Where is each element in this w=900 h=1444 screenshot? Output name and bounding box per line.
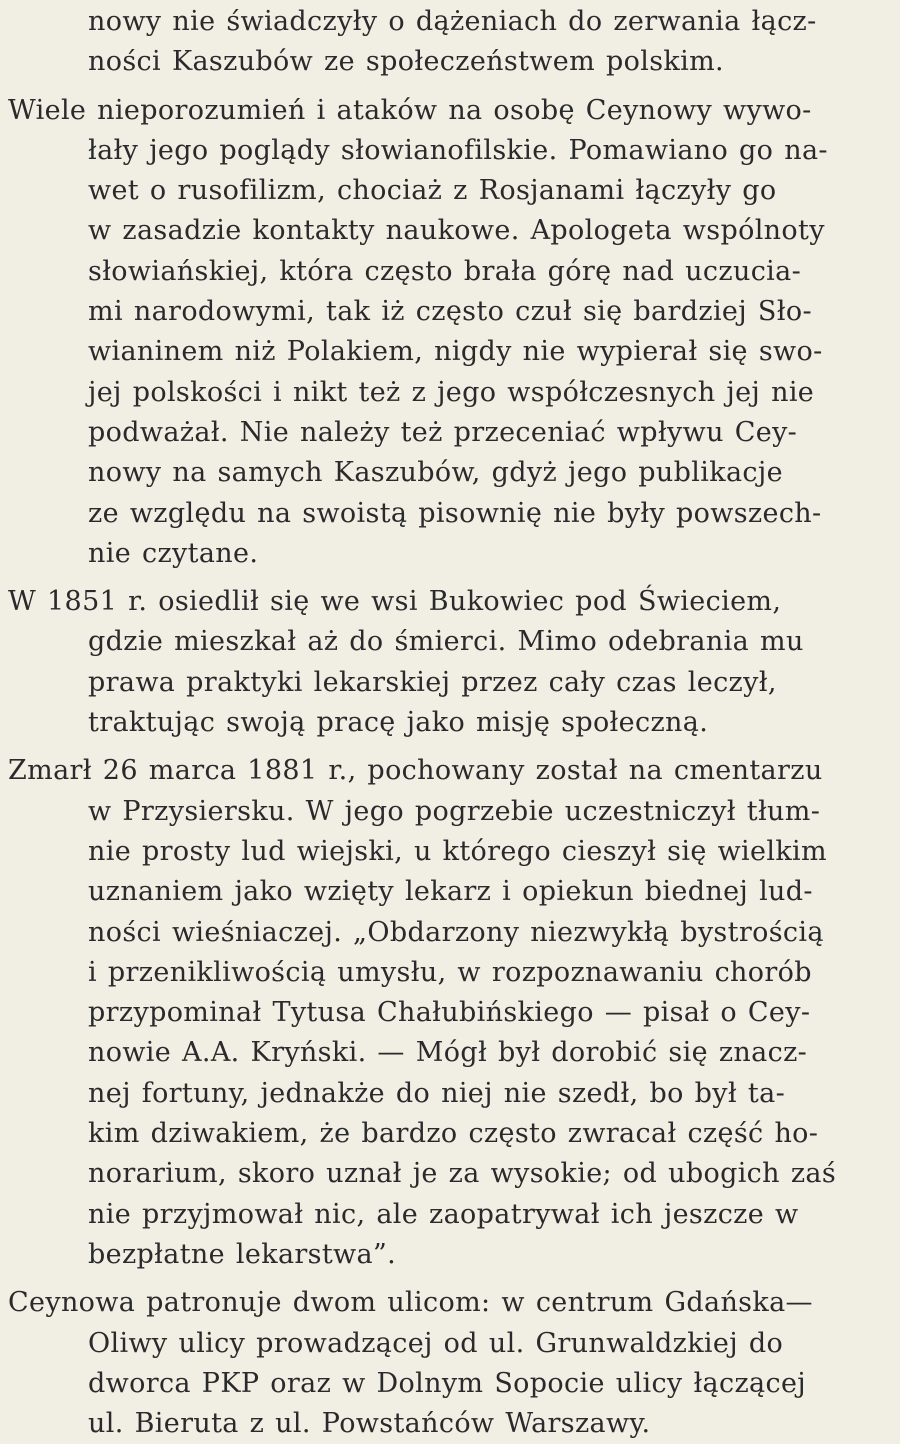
text-line: gdzie mieszkał aż do śmierci. Mimo odebrania mu (88, 626, 804, 658)
paragraph-continuation (0, 2, 900, 83)
text-line: nowie A.A. Kryński. — Mógł był dorobić się znacz- (88, 1037, 808, 1069)
text-line: bezpłatne lekarstwa”. (88, 1238, 397, 1270)
text-line: traktując swoją pracę jako misję społeczną. (88, 707, 709, 739)
text-line: ul. Bieruta z ul. Powstańców Warszawy. (88, 1408, 651, 1440)
text-line: jej polskości i nikt też z jego współczesnych jej nie (88, 376, 815, 408)
text-line: nie przyjmował nic, ale zaopatrywał ich jeszcze w (88, 1198, 799, 1230)
text-line: w Przysiersku. W jego pogrzebie uczestniczył tłum- (88, 795, 821, 827)
text-line: nowy na samych Kaszubów, gdyż jego publikacje (88, 457, 783, 489)
paragraph-death (0, 751, 900, 1275)
text-line: nie czytane. (88, 537, 259, 569)
text-line: nowy nie świadczyły o dążeniach do zerwania łącz- (88, 6, 817, 37)
text-line: ze względu na swoistą pisownię nie były powszech- (88, 497, 822, 529)
paragraph-views (0, 91, 900, 575)
paragraph-streets (0, 1283, 900, 1444)
text-line: prawa praktyki lekarskiej przez cały czas leczył, (88, 666, 777, 698)
paragraph-bukowiec (0, 582, 900, 743)
text-line: Wiele nieporozumień i ataków na osobę Ceynowy wywo- (8, 94, 812, 126)
text-line: mi narodowymi, tak iż często czuł się bardziej Sło- (88, 296, 812, 328)
text-line: Oliwy ulicy prowadzącej od ul. Grunwaldzkiej do (88, 1327, 784, 1359)
text-line: przypominał Tytusa Chałubińskiego — pisał o Cey- (88, 997, 811, 1029)
text-line: wet o rusofilizm, chociaż z Rosjanami łączyły go (88, 175, 777, 207)
text-line: uznaniem jako wzięty lekarz i opiekun biednej lud- (88, 876, 813, 908)
text-line: i przenikliwością umysłu, w rozpoznawaniu chorób (88, 956, 812, 988)
text-line: nie prosty lud wiejski, u którego cieszył się wielkim (88, 835, 827, 867)
text-line: słowiańskiej, która często brała górę nad uczucia- (88, 255, 802, 287)
text-line: ności wieśniaczej. „Obdarzony niezwykłą bystrością (88, 916, 824, 948)
text-line: norarium, skoro uznał je za wysokie; od ubogich zaś (88, 1158, 837, 1190)
text-line: łały jego poglądy słowianofilskie. Pomawiano go na- (88, 134, 828, 166)
text-line: w zasadzie kontakty naukowe. Apologeta wspólnoty (88, 215, 825, 247)
text-line: nej fortuny, jednakże do niej nie szedł, bo był ta- (88, 1077, 786, 1109)
text-line: wianinem niż Polakiem, nigdy nie wypierał się swo- (88, 336, 823, 368)
text-line: kim dziwakiem, że bardzo często zwracał część ho- (88, 1118, 819, 1150)
text-line: W 1851 r. osiedlił się we wsi Bukowiec pod Świeciem, (8, 586, 782, 618)
text-line: Ceynowa patronuje dwom ulicom: w centrum Gdańska— (8, 1287, 813, 1319)
text-line: ności Kaszubów ze społeczeństwem polskim. (88, 46, 724, 78)
text-line: dworca PKP oraz w Dolnym Sopocie ulicy łączącej (88, 1367, 807, 1399)
text-line: Zmarł 26 marca 1881 r., pochowany został na cmentarzu (8, 755, 823, 787)
text-line: podważał. Nie należy też przeceniać wpływu Cey- (88, 416, 798, 448)
